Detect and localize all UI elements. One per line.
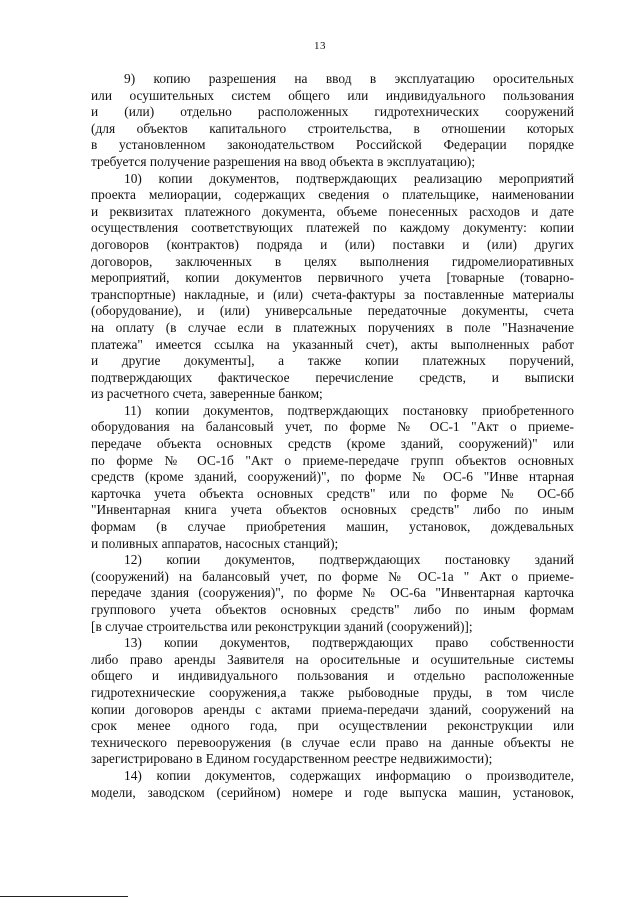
text-line: на оплату (в случае если в платежных поручениях в поле "Назначение (91, 319, 574, 335)
text-line: карточка учета объекта основных средств" или по форме № ОС-6б (91, 485, 574, 501)
paragraph-item-11 (91, 403, 574, 552)
paragraph-item-14 (91, 768, 574, 801)
text-line: в установленном законодательством Российской Федерации порядке (91, 137, 574, 153)
text-line: 14) копии документов, содержащих информацию о производителе, (124, 767, 574, 783)
text-line: группового учета объектов основных средств" либо по иным формам (91, 602, 574, 617)
text-line: средств (кроме зданий, сооружений)", по форме № ОС-6 "Инве нтарная (91, 469, 574, 485)
text-line: формам (в случае приобретения машин, установок, дождевальных (91, 519, 574, 535)
text-line: 10) копии документов, подтверждающих реализацию мероприятий (124, 170, 574, 186)
text-line: подтверждающих фактическое перечисление средств, и выписки (91, 369, 574, 385)
text-line: передаче здания (сооружения)", по форме № ОС-6а "Инвентарная карточка (91, 585, 574, 601)
text-line: и другие документы], а также копии платежных поручений, (91, 353, 574, 369)
text-line: оборудования на балансовый учет, по форме № ОС-1 "Акт о приеме- (91, 419, 574, 435)
footnote-separator-line (0, 896, 128, 897)
text-line: общего и индивидуального пользования и отдельно расположенные (91, 668, 574, 684)
text-line: копии договоров аренды с актами приема-передачи зданий, сооружений на (91, 701, 574, 717)
text-line: (для объектов капитального строительства, в отношении которых (91, 120, 574, 136)
text-line: модели, заводском (серийном) номере и годе выпуска машин, установок, (91, 784, 574, 800)
text-line: 11) копии документов, подтверждающих постановку приобретенного (124, 402, 574, 418)
text-line: мероприятий, копии документов первичного учета [товарные (товарно- (91, 270, 574, 286)
text-line: требуется получение разрешения на ввод объекта в эксплуатацию); (91, 153, 476, 169)
text-line: и реквизитах платежного документа, объеме понесенных расходов и дате (91, 203, 574, 219)
text-line: 9) копию разрешения на ввод в эксплуатацию оросительных (124, 71, 574, 86)
text-line: технического перевооружения (в случае если право на данные объекты не (91, 734, 574, 750)
text-line: осуществления соответствующих платежей по каждому документу: копии (91, 220, 574, 236)
text-line: "Инвентарная книга учета объектов основных средств" либо по иным (91, 502, 574, 518)
text-line: транспортные) накладные, и (или) счета-фактуры за поставленные материалы (91, 286, 574, 302)
text-line: платежа" имеется ссылка на указанный счет), акты выполненных работ (91, 336, 574, 352)
document-body (91, 71, 574, 801)
text-line: срок менее одного года, при осуществлении реконструкции или (91, 718, 574, 734)
paragraph-item-9 (91, 71, 574, 171)
paragraph-item-10 (91, 171, 574, 403)
text-line: проекта мелиорации, содержащих сведения о плательщике, наименовании (91, 187, 574, 203)
text-line: передаче объекта основных средств (кроме зданий, сооружений)" или (91, 436, 574, 452)
text-line: и (или) отдельно расположенных гидротехнических сооружений (91, 104, 574, 120)
text-line: (оборудование), и (или) универсальные передаточные документы, счета (91, 303, 574, 319)
paragraph-item-12 (91, 552, 574, 635)
page-number: 13 (314, 40, 326, 52)
text-line: и поливных аппаратов, насосных станций); (91, 535, 339, 551)
text-line: гидротехнические сооружения,а также рыбоводные пруды, в том числе (91, 684, 574, 700)
paragraph-item-13 (91, 635, 574, 768)
text-line: 13) копии документов, подтверждающих право собственности (124, 635, 574, 651)
text-line: 12) копии документов, подтверждающих постановку зданий (124, 552, 574, 568)
text-line: или осушительных систем общего или индивидуального пользования (91, 87, 574, 103)
text-line: из расчетного счета, заверенные банком; (91, 386, 323, 402)
text-line: договоров (контрактов) подряда и (или) поставки и (или) других (91, 236, 574, 252)
text-line: договоров, заключенных в целях выполнения гидромелиоративных (91, 253, 574, 269)
text-line: [в случае строительства или реконструкции зданий (сооружений)]; (91, 618, 473, 634)
text-line: зарегистрировано в Едином государственном реестре недвижимости); (91, 751, 493, 767)
text-line: (сооружений) на балансовый учет, по форме № ОС-1а " Акт о приеме- (91, 568, 574, 584)
text-line: либо право аренды Заявителя на оросительные и осушительные системы (91, 651, 574, 667)
text-line: по форме № ОС-1б "Акт о приеме-передаче групп объектов основных (91, 452, 574, 468)
